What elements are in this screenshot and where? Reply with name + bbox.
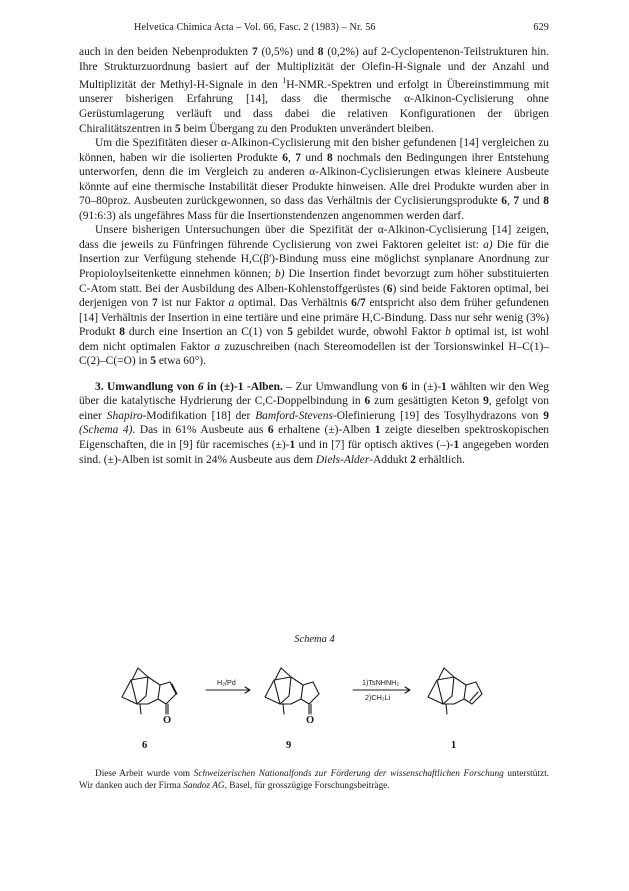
acknowledgement: Diese Arbeit wurde vom Schweizerischen Nationalfonds zur Förderung der wissenschaftlichen Forschung unterstützt. Wir danken auch der Firma Sandoz AG, Basel, für grosszügige Forschungsbeiträge.	[79, 769, 549, 792]
journal-reference: Helvetica Chimica Acta – Vol. 66, Fasc. 2 (1983) – Nr. 56	[134, 22, 376, 33]
compound-label-6: 6	[142, 740, 148, 751]
paragraph-3: Unsere bisherigen Untersuchungen über die Spezifität der α-Alkinon-Cyclisierung [14] zeigen, dass die jeweils zu Fünfringen führende Cyclisierung von zwei Faktoren geleitet ist: a) Die für die Insertion zur Verfügung stehende H,C(β')-Bindung muss eine möglichst synplanare Anordnung zur Propioloylseitenkette einnehmen können; b) Die Insertion findet bevorzugt zum höher substituierten C-Atom statt. Bei der Ausbildung des Alben-Kohlenstoffgerüstes (6) sind beide Faktoren optimal, bei derjenigen von 7 ist nur Faktor a optimal. Das Verhältnis 6/7 entspricht also dem früher gefundenen [14] Verhältnis der Insertion in eine tertiäre und eine primäre H,C-Bindung. Dass nur sehr wenig (3%) Produkt 8 durch eine Insertion an C(1) von 5 gebildet wurde, obwohl Faktor b optimal ist, ist wohl dem nicht optimalen Faktor a zuzuschreiben (nach Stereomodellen ist der Torsionswinkel H–C(1)–C(2)–C(=O) in 5 etwa 60°).	[79, 224, 549, 368]
scheme-structures	[110, 652, 530, 760]
molecule-9-structure	[265, 668, 319, 714]
reagent-label-1: H₂/Pd	[217, 678, 236, 687]
section-3-paragraph: 3. Umwandlung von 6 in (±)-1 -Alben. – Zur Umwandlung von 6 in (±)-1 wählten wir den Weg über die katalytische Hydrierung der C,C-Doppelbindung in 6 zum gesättigten Keton 9, gefolgt von einer Shapiro-Modifikation [18] der Bamford-Stevens-Olefinierung [19] des Tosylhydrazons von 9 (Schema 4). Das in 61% Ausbeute aus 6 erhaltene (±)-Alben 1 zeigte dieselben spektroskopischen Eigenschaften, die in [9] für racemisches (±)-1 und in [7] für optisch aktives (–)-1 angegeben worden sind. (±)-Alben ist somit in 24% Ausbeute aus dem Diels-Alder-Addukt 2 erhältlich.	[79, 380, 550, 466]
section-heading: 3. Umwandlung von 6 in (±)-1 -Alben.	[95, 380, 283, 393]
compound-label-1: 1	[451, 740, 457, 751]
running-header	[79, 22, 549, 38]
reaction-scheme	[110, 652, 530, 760]
compound-label-9: 9	[286, 740, 292, 751]
main-text	[79, 45, 549, 467]
reagent-label-2a: 1)TsNHNH₂	[362, 678, 400, 687]
paragraph-1: auch in den beiden Nebenprodukten 7 (0,5%) und 8 (0,2%) auf 2-Cyclopentenon-Teilstrukturen hin. Ihre Strukturzuordnung basiert auf der Multiplizität der Olefin-H-Signale und der Anzahl und Multiplizität der Methyl-H-Signale in den $^1$H-NMR.-Spektren und erfolgt in Übereinstimmung mit unserer bisherigen Erfahrung [14], dass die thermische α-Alkinon-Cyclisierung ohne Gerüstumlagerung verläuft und dass dabei die relativen Konfigurationen der übrigen Chiralitätszentren in 5 beim Übergang zu den Produkten unverändert bleiben.	[79, 46, 549, 135]
molecule-6-structure	[122, 668, 177, 714]
page-number: 629	[533, 22, 549, 33]
oxygen-atom-9: O	[306, 715, 315, 726]
reagent-label-2b: 2)CH₃Li	[365, 693, 391, 702]
paragraph-2: Um die Spezifitäten dieser α-Alkinon-Cyclisierung mit den bisher gefundenen [14] vergleichen zu können, haben wir die isolierten Produkte 6, 7 und 8 nochmals den Bedingungen ihrer Entstehung unterworfen, denn die im Vergleich zu anderen α-Alkinon-Cyclisierungen etwas kleinere Ausbeute könnte auf eine thermische Instabilität dieser Produkte hinweisen. Alle drei Produkte wurden aber in 70–80proz. Ausbeuten zurückgewonnen, so dass das Verhältnis der Cyclisierungsprodukte 6, 7 und 8 (91:6:3) als ungefähres Mass für die Insertionstendenzen angenommen werden darf.	[79, 137, 550, 222]
scheme-title: Schema 4	[294, 634, 335, 645]
oxygen-atom-6: O	[163, 715, 172, 726]
molecule-1-structure	[428, 668, 482, 714]
